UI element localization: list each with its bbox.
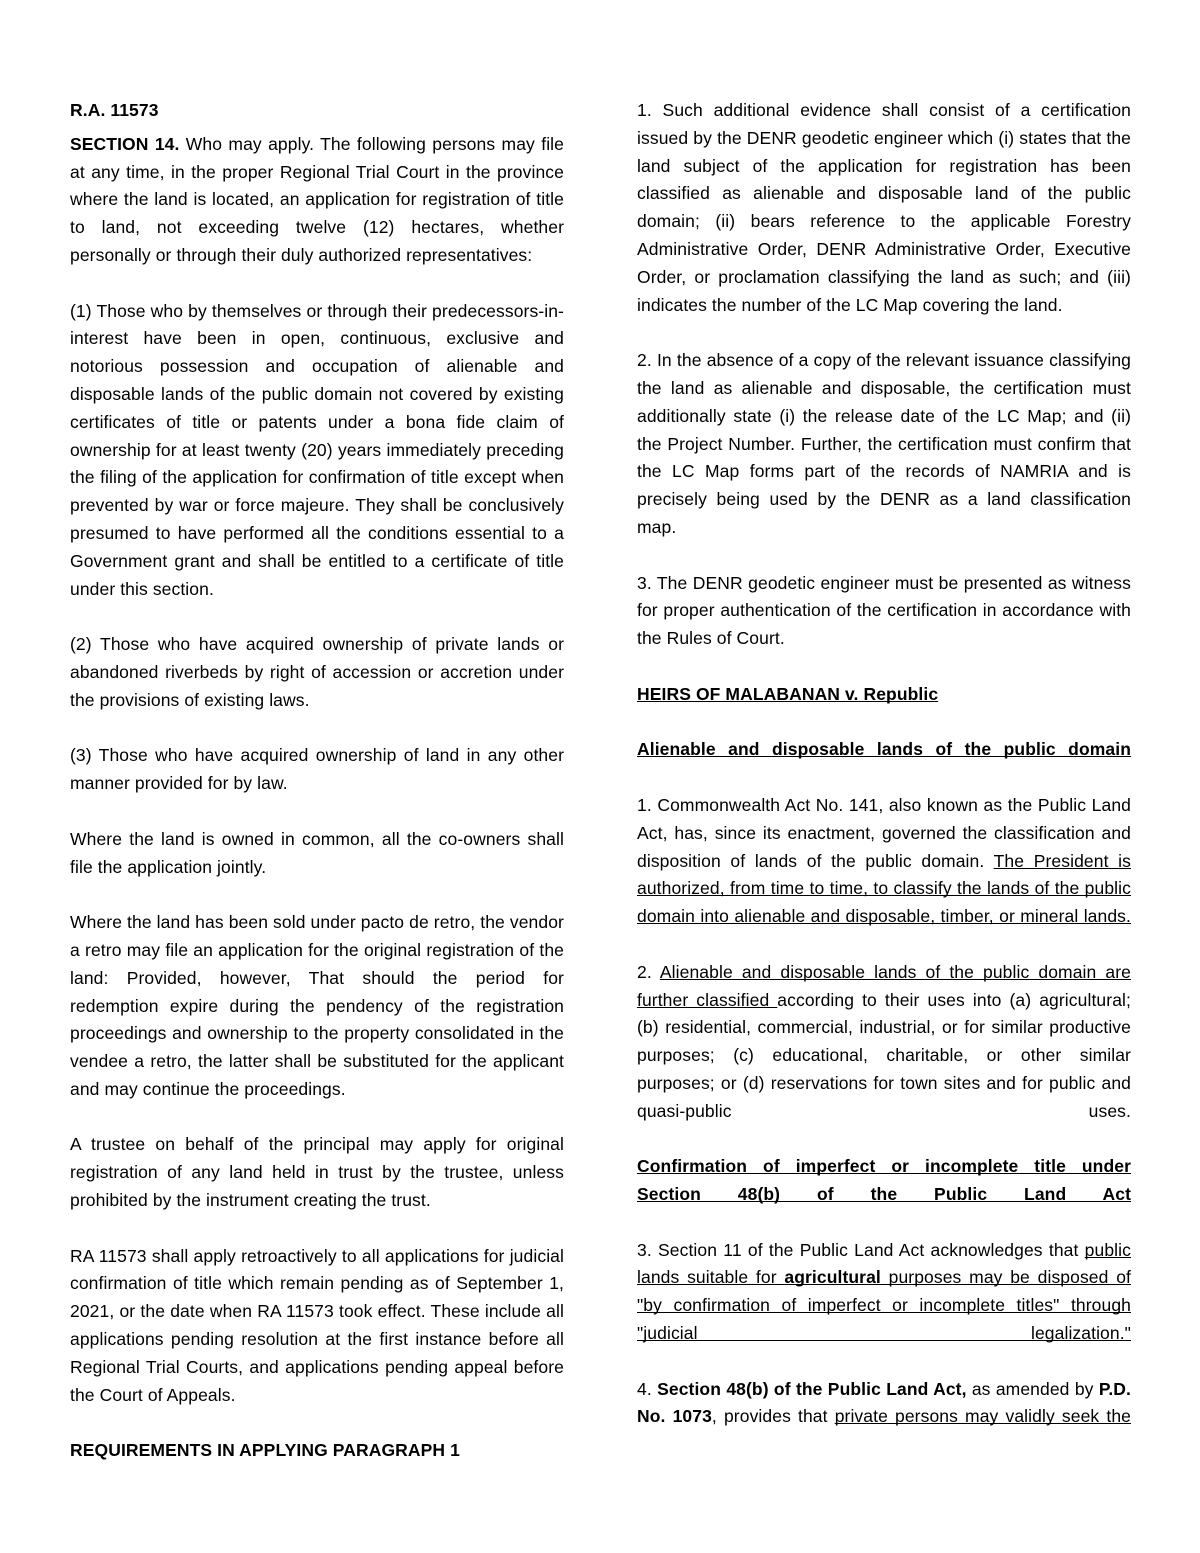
- paragraph-further-classified: 2. Alienable and disposable lands of the public domain are further classified according to their uses into (a) agricultural; (b) residential, commercial, industrial, or for similar productive purposes; (c) educational, charitable, or other similar purposes; or (d) reservations for town sites and for public and quasi-public uses.: [637, 961, 1132, 1121]
- paragraph-ca-141: 1. Commonwealth Act No. 141, also known as the Public Land Act, has, since its enactment, governed the classification and disposition of lands of the public domain. The President is authorized, from time to time, to classify the lands of the public domain into alienable and disposable, timber, or mineral lands.: [637, 794, 1131, 927]
- confirmation-heading: Confirmation of imperfect or incomplete title under Section 48(b) of the Public Land Act: [637, 1156, 1131, 1205]
- paragraph-item-2: (2) Those who have acquired ownership of private lands or abandoned riverbeds by right of accession or accretion under the provisions of existing laws.: [70, 634, 564, 710]
- paragraph-ra-title: R.A. 11573: [70, 100, 159, 120]
- paragraph-section-14: SECTION 14. Who may apply. The following persons may file at any time, in the proper Regional Trial Court in the province where the land is located, an application for registration of title to land, not exceeding twelve (12) hectares, whether personally or through their duly authorized representatives:: [70, 133, 564, 265]
- paragraph-item-3: (3) Those who have acquired ownership of land in any other manner provided for by law.: [70, 745, 564, 794]
- paragraph-evidence-2: 2. In the absence of a copy of the relevant issuance classifying the land as alienable and disposable, the certification must additionally state (i) the release date of the LC Map; and (ii) the Project Number. Further, the certification must confirm that the LC Map forms part of the records of NAMRIA and is precisely being used by the DENR as a land classification map.: [637, 350, 1131, 537]
- malabanan-heading: HEIRS OF MALABANAN v. Republic: [637, 683, 939, 704]
- paragraph-trustee: A trustee on behalf of the principal may apply for original registration of any land held in trust by the trustee, unless prohibited by the instrument creating the trust.: [70, 1134, 564, 1211]
- alienable-heading: Alienable and disposable lands of the public domain: [637, 739, 1131, 760]
- paragraph-retroactive: RA 11573 shall apply retroactively to all applications for judicial confirmation of title which remain pending as of September 1, 2021, or the date when RA 11573 took effect. These include all applications pending resolution at the first instance before all Regional Trial Courts, and applications pending appeal before the Court of Appeals.: [70, 1245, 564, 1405]
- paragraph-item-1: (1) Those who by themselves or through their predecessors-in-interest have been in open, continuous, exclusive and notorious possession and occupation of alienable and disposable lands of the public domain not covered by existing certificates of title or patents under a bona fide claim of ownership for at least twenty (20) years immediately preceding the filing of the application for confirmation of title except when prevented by war or force majeure. They shall be conclusively presumed to have performed all the conditions essential to a Government grant and shall be entitled to a certificate of title under this section.: [70, 300, 564, 599]
- paragraph-pacto-de-retro: Where the land has been sold under pacto de retro, the vendor a retro may file an application for the original registration of the land: Provided, however, That should the period for redemption expire during the pendency of the registration proceedings and ownership to the property consolidated in the vendee a retro, the latter shall be substituted for the applicant and may continue the proceedings.: [70, 912, 564, 1099]
- left-column: [70, 97, 564, 1493]
- paragraph-section-48b: 4. Section 48(b) of the Public Land Act, as amended by P.D. No. 1073, provides that private persons may validly seek the: [637, 1378, 1131, 1427]
- right-column: [637, 97, 1131, 1459]
- paragraph-section-11: 3. Section 11 of the Public Land Act acknowledges that public lands suitable for agricultural purposes may be disposed of "by confirmation of imperfect or incomplete titles" through "judicial legalization.": [637, 1239, 1131, 1344]
- requirements-heading: REQUIREMENTS IN APPLYING PARAGRAPH 1: [70, 1440, 460, 1461]
- paragraph-evidence-1: 1. Such additional evidence shall consist of a certification issued by the DENR geodetic engineer which (i) states that the land subject of the application for registration has been classified as alienable and disposable land of the public domain; (ii) bears reference to the applicable Forestry Administrative Order, DENR Administrative Order, Executive Order, or proclamation classifying the land as such; and (iii) indicates the number of the LC Map covering the land.: [637, 100, 1131, 315]
- paragraph-evidence-3: 3. The DENR geodetic engineer must be presented as witness for proper authentication of the certification in accordance with the Rules of Court.: [637, 572, 1131, 649]
- paragraph-owned-in-common: Where the land is owned in common, all the co-owners shall file the application jointly.: [70, 828, 564, 877]
